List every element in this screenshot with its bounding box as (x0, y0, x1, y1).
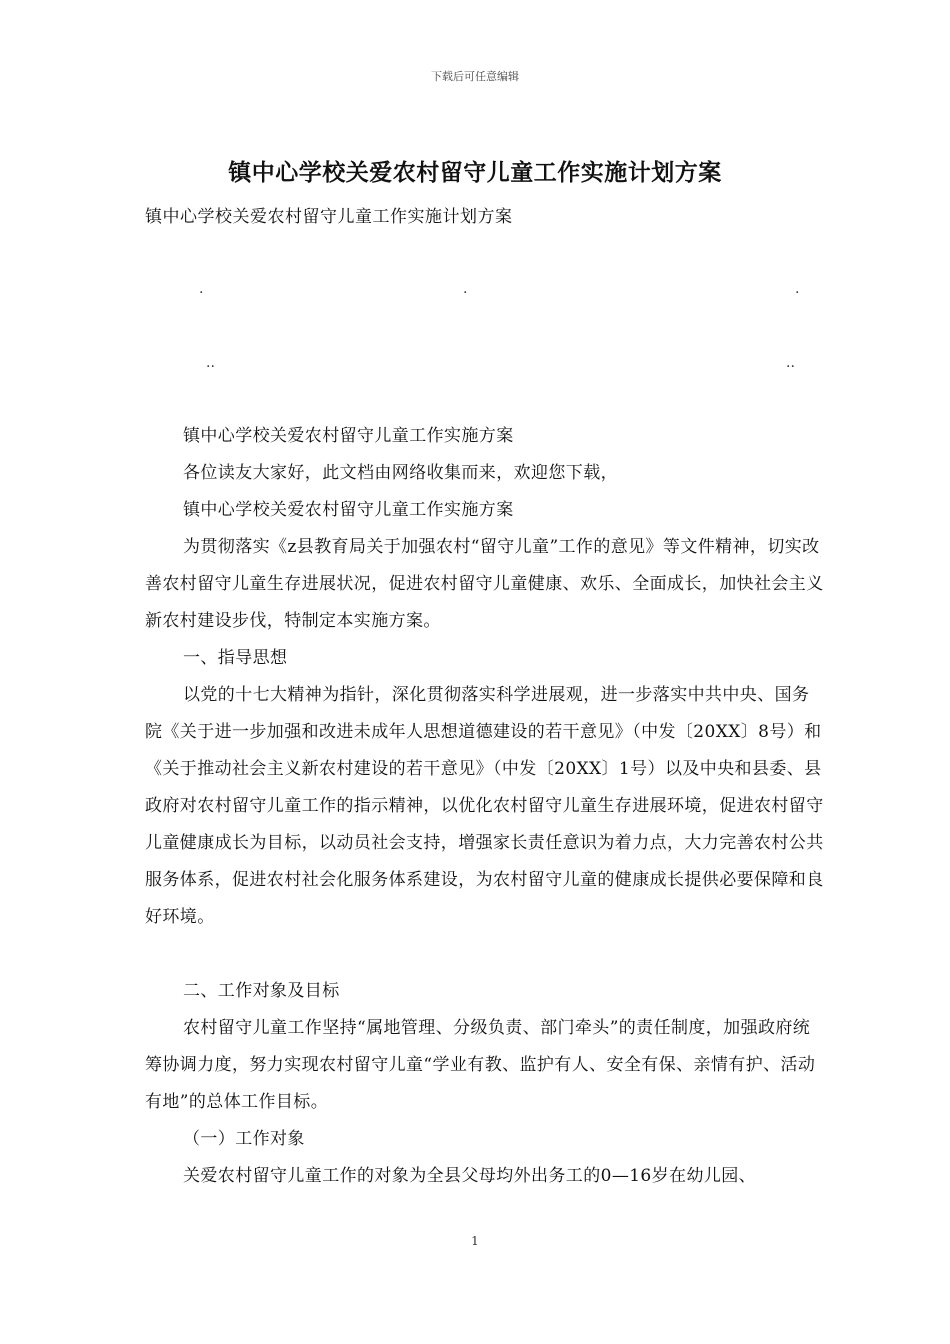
section-heading: 二、工作对象及目标 (183, 981, 340, 1001)
paragraph: 关爱农村留守儿童工作的对象为全县父母均外出务工的0—16岁在幼儿园、 (183, 1166, 757, 1186)
paragraph: 农村留守儿童工作坚持“属地管理、分级负责、部门牵头”的责任制度，加强政府统筹协调力度，努力实现农村留守儿童“学业有教、监护有人、安全有保、亲情有护、活动有地”的总体工作目标。 (145, 1018, 816, 1112)
document-title: 镇中心学校关爱农村留守儿童工作实施计划方案 (228, 159, 722, 186)
subsection-heading: （一）工作对象 (183, 1129, 305, 1149)
page-number: 1 (471, 1234, 479, 1248)
paragraph: 各位读友大家好，此文档由网络收集而来，欢迎您下载， (183, 463, 618, 483)
paragraph-gap (145, 936, 825, 973)
dot-mark: . (199, 281, 204, 297)
document-body (145, 418, 825, 1195)
dot-mark: .. (206, 355, 215, 371)
paragraph: 镇中心学校关爱农村留守儿童工作实施方案 (183, 500, 514, 520)
dot-mark: . (795, 281, 800, 297)
dot-mark: . (463, 281, 468, 297)
section-heading: 一、指导思想 (183, 648, 288, 668)
paragraph: 以党的十七大精神为指针，深化贯彻落实科学进展观，进一步落实中共中央、国务院《关于进一步加强和改进未成年人思想道德建设的若干意见》（中发〔20XX〕8号）和《关于推动社会主义新农村建设的若干意见》（中发〔20XX〕1号）以及中央和县委、县政府对农村留守儿童工作的指示精神，以优化农村留守儿童生存进展环境，促进农村留守儿童健康成长为目标，以动员社会支持，增强家长责任意识为着力点，大力完善农村公共服务体系，促进农村社会化服务体系建设，为农村留守儿童的健康成长提供必要保障和良好环境。 (145, 685, 824, 927)
paragraph: 镇中心学校关爱农村留守儿童工作实施方案 (183, 426, 514, 446)
dot-mark: .. (786, 355, 795, 371)
document-subtitle: 镇中心学校关爱农村留守儿童工作实施计划方案 (145, 207, 513, 227)
paragraph: 为贯彻落实《z县教育局关于加强农村“留守儿童”工作的意见》等文件精神，切实改善农村留守儿童生存进展状况，促进农村留守儿童健康、欢乐、全面成长，加快社会主义新农村建设步伐，特制定本实施方案。 (145, 537, 824, 631)
page-header-note: 下载后可任意编辑 (431, 70, 519, 83)
